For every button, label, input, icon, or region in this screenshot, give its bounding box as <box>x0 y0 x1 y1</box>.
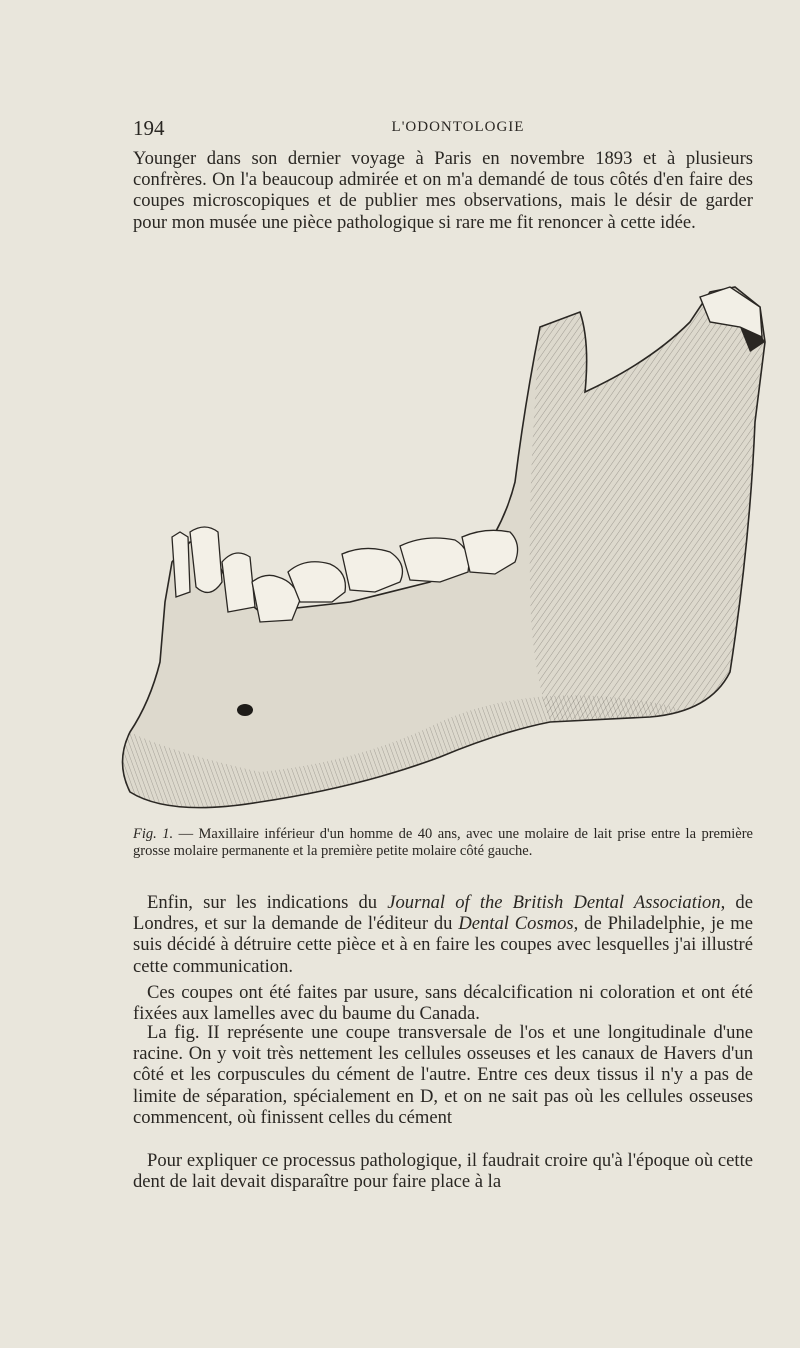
paragraph-1: Younger dans son dernier voyage à Paris en novembre 1893 et à plusieurs confrères. On l'a beaucoup admirée et on m'a demandé de tous côtés d'en faire des coupes microscopiques et de publier mes observations, mais le désir de garder pour mon musée une pièce pathologique si rare me fit renoncer à cette idée. <box>133 148 753 233</box>
figure-caption <box>133 826 753 860</box>
caption-text: — Maxillaire inférieur d'un homme de 40 ans, avec une molaire de lait prise entre la première grosse molaire permanente et la première petite molaire côté gauche. <box>133 826 753 859</box>
page-header <box>133 116 753 142</box>
paragraph-3: Ces coupes ont été faites par usure, sans décalcification ni coloration et ont été fixées aux lamelles avec du baume du Canada. <box>133 982 753 1025</box>
running-title: L'ODONTOLOGIE <box>391 119 525 135</box>
caption-label: Fig. 1. <box>133 826 174 842</box>
p2-text-1: Enfin, sur les indications du <box>147 892 388 913</box>
mandible-shading <box>530 287 765 722</box>
p2-dental-cosmos: Dental Cosmos <box>458 913 574 935</box>
p2-text-3: , de Philadelphie, je me suis décidé à détruire cette pièce et à en faire les coupes avec lesquelles j'ai illustré cette communication. <box>133 913 753 977</box>
mental-foramen <box>237 704 253 716</box>
p2-journal-title: Journal of the British Dental Association <box>387 892 721 913</box>
paragraph-2 <box>133 892 753 977</box>
paragraph-5: Pour expliquer ce processus pathologique, il faudrait croire qu'à l'époque où cette dent de lait devait disparaître pour faire place à la <box>133 1150 753 1193</box>
page-number: 194 <box>133 116 165 140</box>
p2-text-2: , de Londres, et sur la demande de l'éditeur du <box>133 892 753 935</box>
paragraph-4: La fig. II représente une coupe transversale de l'os et une longitudinale d'une racine. On y voit très nettement les cellules osseuses et les canaux de Havers d'un côté et les corpuscules du cément de l'autre. Entre ces deux tissus il n'y a pas de limite de séparation, spécialement en D, et on ne sait pas où les cellules osseuses commencent, où finissent celles du cément <box>133 1022 753 1128</box>
mandible-illustration <box>110 282 770 827</box>
